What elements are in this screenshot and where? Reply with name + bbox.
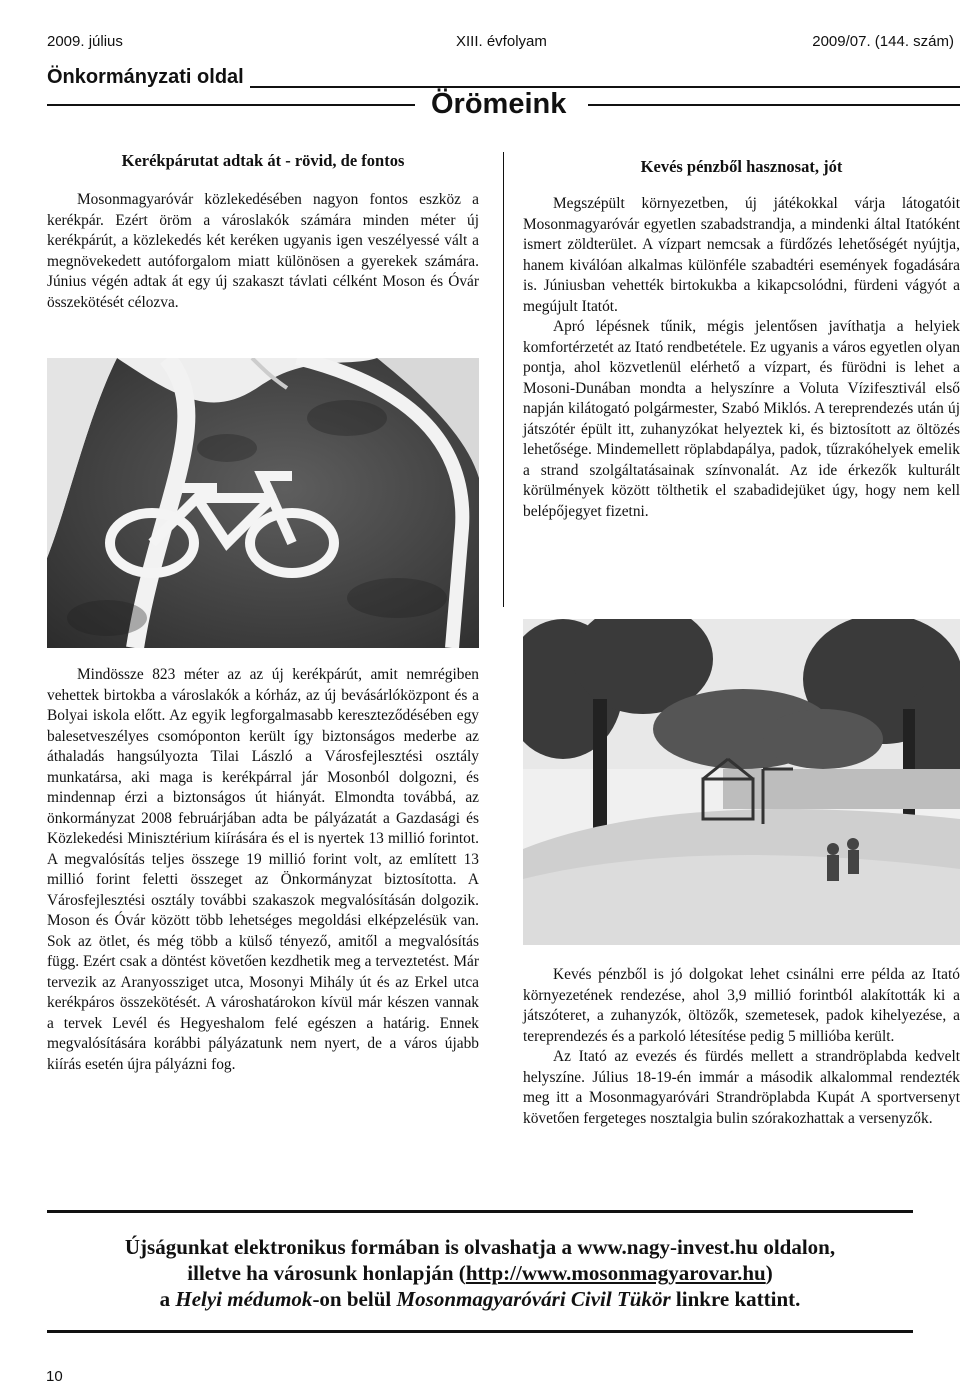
left-article-body	[47, 665, 479, 1075]
right-article-p4: Az Itató az evezés és fürdés mellett a strandröplabda kedvelt helyszíne. Július 18-19-én immár a második alkalommal rendezték meg itt a Mosonmagyaróvári Strandröplabda Kupát A sportversenyt követően fergeteges nosztalgia bulin szórakozhattak a versenyzők.	[523, 1048, 960, 1127]
header-volume: XIII. évfolyam	[456, 33, 547, 50]
footer-line-3-c: linkre kattint.	[670, 1287, 801, 1311]
page-title: Örömeink	[431, 88, 567, 120]
right-article-text-top	[523, 194, 960, 522]
left-article-title: Kerékpárutat adtak át - rövid, de fontos	[121, 151, 405, 170]
right-article-text-bottom	[523, 965, 960, 1129]
right-article-p2: Apró lépésnek tűnik, mégis jelentősen javíthatja a helyiek komfortérzetét az Itató rendbetétele. Ez ugyanis a város egyetlen olyan pontja, ahol közvetlenül elérhető a vízpart, és fürödni is lehet a Mosoni-Dunában mondta a helyszínre a Voluta Vízifesztivál első napján kilátogató polgármester, Szabó Miklós. A tereprendezés után új játszótér épült itt, zuhanyzókat helyeztek ki, és biztosított az öltözés lehetősége. Mindemellett röplabdapálya, padok, tűzrakóhelyek emelik a strand szolgáltatásainak színvonalát. Az ide érkezők kulturált körülmények között tölthetik el szabadidejüket úgy, hogy nem kell belépőjegyet fizetni.	[523, 318, 960, 520]
section-title: Önkormányzati oldal	[47, 66, 244, 88]
right-article-p3: Kevés pénzből is jó dolgokat lehet csinálni erre példa az Itató környezetének rendezése, ahol 3,9 millió forintból alakították ki a játszóteret, a zuhanyzók, öltözők, szemetesek, padok kihelyezése, a tereprendezés és a parkoló létesítése pedig 5 millióba került.	[523, 966, 960, 1045]
header-date: 2009. július	[47, 33, 123, 50]
page-title-rule-right	[588, 104, 960, 106]
column-divider	[503, 152, 504, 607]
footer-website-link[interactable]: http://www.mosonmagyarovar.hu	[465, 1261, 766, 1285]
right-article-p1: Megszépült környezetben, új játékokkal várja látogatóit Mosonmagyaróvár egyetlen szabadstrandja, a mindenki által Itatóként ismert zöldterület. A vízpart nemcsak a fürdőzés lehetőségét nyújtja, hanem kiválóan alkalmas különféle szabadtéri események fogadására is. Júniusban vehették birtokukba a kikapcsolódni, fürdeni vágyót a megújult Itatót.	[523, 195, 960, 315]
footer-line-3	[47, 1286, 913, 1312]
itato-photo-image	[523, 619, 960, 945]
footer-line-2-b: )	[765, 1261, 773, 1285]
footer-notice-box	[47, 1210, 913, 1333]
left-article-body-text: Mindössze 823 méter az az új kerékpárút, amit nemrégiben vehettek birtokba a városlakók a kórház, az új bevásárlóközpont és a Bolyai iskola előtt. Az egyik legforgalmasabb kereszteződésében egy balesetveszélyes csomóponton került így biztonságos mederbe az áthaladás hangsúlyozta Tilai László a Városfejlesztési osztály munkatársa, aki maga is kerékpárral jár Mosonból dolgozni, és mindennap érzi a biztonságos út hiányát. Elmondta továbbá, az önkormányzat 2008 februárjában adta be pályázatát a Gazdasági és Közlekedési Minisztérium kiírására és el is nyertek 13 millió forintot. A megvalósítás teljes összege 19 millió forint volt, az említett 13 millió forint feletti összeget az Önkormányzat biztosította. A Városfejlesztési osztály további szakaszok megvalósításán dolgozik. Moson és Óvár között több lehetséges megoldási elképzelésük van. Sok az ötlet, és még több a külső tényező, amitől a megvalósítás függ. Ezért csak a döntést követően kezdhetik meg a terveztetést. Már tervezik az Aranyossziget utca, Mosonyi Mihály út és az Erkel utca kerékpáros összekötését. A városhatárokon kívül már készen vannak a tervek Levél és Hegyeshalom felé egészen a határig. Ennek megvalósítására korábbi pályázatunk nem nyert, de a város újabb kiírás esetén újra pályázni fog.	[47, 666, 479, 1073]
itato-photo	[523, 619, 960, 945]
footer-line-2	[47, 1260, 913, 1286]
header-issue: 2009/07. (144. szám)	[812, 33, 954, 50]
footer-line-1: Újságunkat elektronikus formában is olvashatja a www.nagy-invest.hu oldalon,	[124, 1235, 836, 1259]
footer-line-3-italic-1: Helyi médumok	[175, 1287, 313, 1311]
footer-line-3-b: -on belül	[312, 1287, 397, 1311]
page-title-rule-left	[47, 104, 415, 106]
right-article-title: Kevés pénzből hasznosat, jót	[640, 157, 843, 176]
footer-line-3-a: a	[159, 1287, 176, 1311]
footer-notice	[47, 1234, 913, 1312]
section-title-rule	[250, 86, 960, 88]
left-article-intro-text: Mosonmagyaróvár közlekedésében nagyon fontos eszköz a kerékpár. Ezért öröm a városlakók számára minden méter új kerékpárút, a közlekedés két keréken ugyanis igen veszélyessé vált a megnövekedett autóforgalom miatt különösen a gyerekek számára. Június végén adtak át egy új szakaszt távlati célként Moson és Óvár összekötését célozva.	[47, 191, 479, 311]
footer-line-2-a: illetve ha városunk honlapján (	[187, 1261, 466, 1285]
left-article-intro	[47, 190, 479, 313]
bike-lane-photo-image	[47, 358, 479, 648]
footer-line-3-italic-2: Mosonmagyaróvári Civil Tükör	[396, 1287, 671, 1311]
page-number: 10	[46, 1368, 63, 1385]
bike-lane-photo	[47, 358, 479, 648]
